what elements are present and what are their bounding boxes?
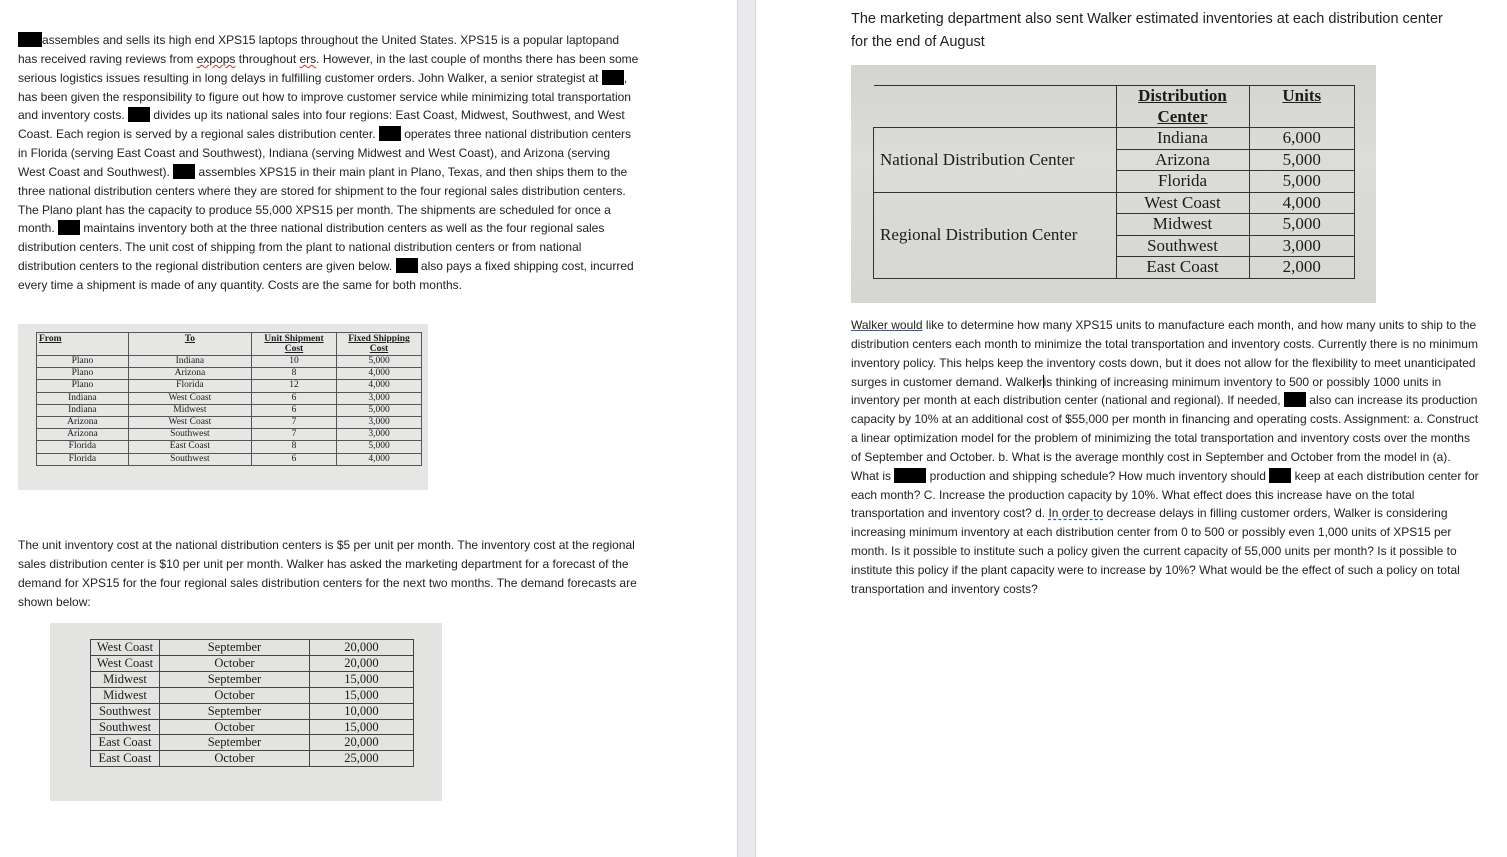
right-document-page xyxy=(756,0,1507,857)
from-cell: Plano xyxy=(37,368,129,380)
demand-cell: 20,000 xyxy=(309,640,413,656)
unit-cost-cell: 8 xyxy=(252,441,337,453)
month-cell: September xyxy=(160,671,310,687)
redacted-company-name xyxy=(173,164,195,179)
month-cell: September xyxy=(160,735,310,751)
region-cell: West Coast xyxy=(91,655,160,671)
from-cell: Plano xyxy=(37,380,129,392)
paragraph-text: production and shipping schedule? How much inventory should xyxy=(926,468,1270,483)
paragraph-text: , has been given the responsibility to figure out how to improve customer service while minimizing total transportation and inventory costs. xyxy=(18,70,631,123)
table-row xyxy=(37,429,422,441)
fixed-cost-cell: 3,000 xyxy=(337,417,422,429)
demand-cell: 20,000 xyxy=(309,655,413,671)
header-units: Units xyxy=(1249,86,1355,128)
paragraph-text: like to determine how many XPS15 units to manufacture each month, and how many units to ship to the distribution centers each month to minimize the total transportation and inventory costs. Currently there is no minimum inventory policy. This helps keep the inventory costs down, but it does not allow for the flexibility to meet unanticipated surges in customer demand. Walker xyxy=(851,318,1478,389)
month-cell: September xyxy=(160,640,310,656)
to-cell: East Coast xyxy=(128,441,251,453)
fixed-cost-cell: 5,000 xyxy=(337,356,422,368)
paragraph-text: throughout xyxy=(235,51,300,66)
to-cell: Southwest xyxy=(128,453,251,465)
misspelled-word: ers xyxy=(299,51,317,66)
units-cell: 5,000 xyxy=(1249,214,1355,236)
table-row xyxy=(37,356,422,368)
region-cell: East Coast xyxy=(91,735,160,751)
from-cell: Florida xyxy=(37,441,129,453)
header-fixed-cost: Fixed Shipping Cost xyxy=(337,333,422,356)
location-cell: Southwest xyxy=(1116,235,1249,257)
fixed-cost-cell: 5,000 xyxy=(337,404,422,416)
location-cell: Indiana xyxy=(1116,128,1249,150)
redacted-company-name xyxy=(396,258,418,273)
header-distribution-center: Distribution Center xyxy=(1116,86,1249,128)
paragraph-text: keep at each distribution center for each month? C. Increase the production capacity by 10%. What effect does this increase have on the total transportation and inventory cost? d. xyxy=(851,468,1479,521)
paragraph-text: and has received raving reviews from xyxy=(18,33,620,66)
redacted-company-name xyxy=(602,70,624,85)
center-type-cell: National Distribution Center xyxy=(874,128,1117,193)
units-cell: 5,000 xyxy=(1249,149,1355,171)
table-row xyxy=(37,417,422,429)
table-row xyxy=(91,671,414,687)
center-type-cell: Regional Distribution Center xyxy=(874,192,1117,278)
table-row xyxy=(91,687,414,703)
paragraph-text: operates three national distribution centers in Florida (serving East Coast and Southwest), Indiana (serving Midwest and West Coast), and Arizona (serving West Coast and Southwest). xyxy=(18,127,632,179)
paragraph-text: divides up its national sales into four regions: East Coast, Midwest, Southwest, and West Coast. Each region is served by a regional sales distribution center. xyxy=(18,108,625,142)
page-gutter xyxy=(737,0,756,857)
fixed-cost-cell: 4,000 xyxy=(337,380,422,392)
table-row xyxy=(91,735,414,751)
month-cell: October xyxy=(160,655,310,671)
table-row xyxy=(91,751,414,767)
inventory-cost-paragraph: The unit inventory cost at the national distribution centers is $5 per unit per month. The inventory cost at the regional sales distribution center is $10 per unit per month. Walker has asked the marketing department for a forecast of the demand for XPS15 for the four regional sales distribution centers for the next two months. The demand forecasts are shown below: xyxy=(18,538,637,609)
to-cell: Florida xyxy=(128,380,251,392)
shipping-cost-table-photo xyxy=(18,324,428,490)
redacted-company-name xyxy=(128,107,150,122)
table-row xyxy=(874,128,1355,150)
region-cell: Southwest xyxy=(91,703,160,719)
fixed-cost-cell: 3,000 xyxy=(337,429,422,441)
end-of-august-inventory-photo xyxy=(851,65,1376,303)
location-cell: Florida xyxy=(1116,171,1249,193)
table-row xyxy=(37,380,422,392)
redacted-company-name xyxy=(1284,392,1306,407)
table-row xyxy=(874,192,1355,214)
units-cell: 3,000 xyxy=(1249,235,1355,257)
table-row xyxy=(91,655,414,671)
paragraph-text: maintains inventory both at the three national distribution centers as well as the four regional sales distribution centers. The unit cost of shipping from the plant to national distribution centers or from national distribution centers to the regional distribution centers are given below. xyxy=(18,221,605,274)
demand-forecast-table-photo xyxy=(50,623,442,801)
region-cell: West Coast xyxy=(91,640,160,656)
intro-paragraph xyxy=(18,31,640,295)
paragraph-text: also can increase its production capacity by 10% at an additional cost of $55,000 per month in financing and operating costs. Assignment: a. Construct a linear optimization model for the problem of minimizing the total transportation and inventory costs over the months of September and October. b. What is the average monthly cost in September and October from the model in (a). What is xyxy=(851,393,1479,483)
month-cell: October xyxy=(160,719,310,735)
demand-cell: 20,000 xyxy=(309,735,413,751)
table-row xyxy=(37,404,422,416)
paragraph-text: . However, in the last couple of months there has been some serious logistics issues resulting in long delays in fulfilling customer orders. John Walker, a senior strategist at xyxy=(18,51,639,85)
month-cell: October xyxy=(160,687,310,703)
redacted-company-name xyxy=(894,468,926,483)
paragraph-text: assembles and sells its high end XPS15 laptops throughout the United States. XPS15 is a popular laptop xyxy=(42,33,600,47)
region-cell: East Coast xyxy=(91,751,160,767)
header-from: From xyxy=(37,333,129,356)
redacted-company-name xyxy=(379,126,401,141)
redacted-company-name xyxy=(1269,468,1291,483)
assignment-paragraph xyxy=(851,316,1479,599)
unit-cost-cell: 6 xyxy=(252,453,337,465)
fixed-cost-cell: 4,000 xyxy=(337,453,422,465)
to-cell: West Coast xyxy=(128,392,251,404)
unit-cost-cell: 7 xyxy=(252,417,337,429)
units-cell: 2,000 xyxy=(1249,257,1355,279)
redacted-company-name xyxy=(58,220,80,235)
header-blank xyxy=(874,86,1117,128)
to-cell: Southwest xyxy=(128,429,251,441)
to-cell: Midwest xyxy=(128,404,251,416)
units-cell: 5,000 xyxy=(1249,171,1355,193)
unit-cost-cell: 7 xyxy=(252,429,337,441)
fixed-cost-cell: 4,000 xyxy=(337,368,422,380)
redacted-company-name xyxy=(18,32,42,47)
table-row xyxy=(91,703,414,719)
table-row xyxy=(91,640,414,656)
table-row xyxy=(37,392,422,404)
from-cell: Plano xyxy=(37,356,129,368)
demand-cell: 15,000 xyxy=(309,687,413,703)
header-to: To xyxy=(128,333,251,356)
unit-cost-cell: 12 xyxy=(252,380,337,392)
from-cell: Arizona xyxy=(37,429,129,441)
paragraph-text: is thinking of increasing minimum inventory to 500 or possibly 1000 units in inventory per month at each distribution center (national and regional). If needed, xyxy=(851,374,1442,408)
location-cell: East Coast xyxy=(1116,257,1249,279)
header-unit-cost: Unit Shipment Cost xyxy=(252,333,337,356)
demand-cell: 10,000 xyxy=(309,703,413,719)
fixed-cost-cell: 3,000 xyxy=(337,392,422,404)
to-cell: Arizona xyxy=(128,368,251,380)
august-inventory-table xyxy=(873,85,1355,279)
from-cell: Indiana xyxy=(37,404,129,416)
demand-forecast-table xyxy=(90,639,414,767)
month-cell: October xyxy=(160,751,310,767)
region-cell: Southwest xyxy=(91,719,160,735)
unit-cost-cell: 10 xyxy=(252,356,337,368)
units-cell: 6,000 xyxy=(1249,128,1355,150)
unit-cost-cell: 8 xyxy=(252,368,337,380)
grammar-flagged-text: In order to xyxy=(1048,506,1104,521)
units-cell: 4,000 xyxy=(1249,192,1355,214)
to-cell: Indiana xyxy=(128,356,251,368)
table-row xyxy=(37,368,422,380)
to-cell: West Coast xyxy=(128,417,251,429)
from-cell: Indiana xyxy=(37,392,129,404)
from-cell: Florida xyxy=(37,453,129,465)
unit-cost-cell: 6 xyxy=(252,404,337,416)
table-row xyxy=(37,453,422,465)
inventory-heading: The marketing department also sent Walker estimated inventories at each distribution center for the end of August xyxy=(851,11,1443,50)
demand-cell: 15,000 xyxy=(309,671,413,687)
location-cell: West Coast xyxy=(1116,192,1249,214)
table-row xyxy=(91,719,414,735)
left-document-page xyxy=(0,0,737,857)
misspelled-word: expops xyxy=(196,51,236,66)
shipping-cost-table xyxy=(36,332,422,466)
from-cell: Arizona xyxy=(37,417,129,429)
paragraph-text: assembles XPS15 in their main plant in Plano, Texas, and then ships them to the three national distribution centers where they are stored for shipment to the four regional sales distribution centers. The Plano plant has the capacity to produce 55,000 XPS15 per month. The shipments are scheduled for once a month. xyxy=(18,164,628,236)
paragraph-text: decrease delays in filling customer orders, Walker is considering increasing minimum inventory at each distribution center from 0 to 500 or possibly even 1,000 units of XPS15 per month. Is it possible to institute such a policy given the current capacity of 55,000 units per month? Is it possible to institute this policy if the plant capacity were to increase by 10%? What would be the effect of such a policy on total transportation and inventory costs? xyxy=(851,506,1460,596)
demand-cell: 25,000 xyxy=(309,751,413,767)
table-row xyxy=(37,441,422,453)
region-cell: Midwest xyxy=(91,687,160,703)
paragraph-text: also pays a fixed shipping cost, incurred every time a shipment is made of any quantity. Costs are the same for both months. xyxy=(18,259,634,292)
location-cell: Arizona xyxy=(1116,149,1249,171)
month-cell: September xyxy=(160,703,310,719)
location-cell: Midwest xyxy=(1116,214,1249,236)
region-cell: Midwest xyxy=(91,671,160,687)
fixed-cost-cell: 5,000 xyxy=(337,441,422,453)
demand-cell: 15,000 xyxy=(309,719,413,735)
grammar-flagged-text: Walker would xyxy=(851,318,923,332)
unit-cost-cell: 6 xyxy=(252,392,337,404)
